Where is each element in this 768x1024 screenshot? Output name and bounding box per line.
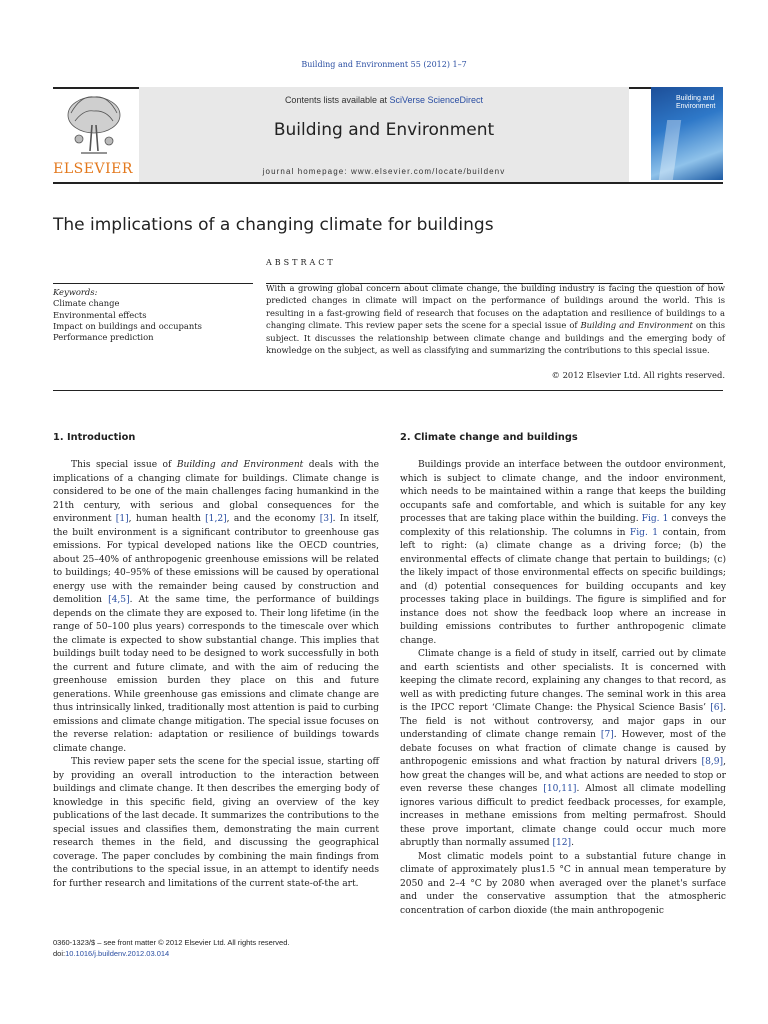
keywords-heading: Keywords: [53, 287, 98, 297]
keyword-item: Climate change [53, 298, 120, 309]
introduction-body [53, 459, 379, 891]
doi-link[interactable]: 10.1016/j.buildenv.2012.03.014 [65, 948, 170, 958]
keyword-item: Performance prediction [53, 332, 154, 343]
section-heading-climate-change: 2. Climate change and buildings [400, 432, 578, 443]
issn-line: 0360-1323/$ – see front matter © 2012 Elsevier Ltd. All rights reserved. [53, 938, 290, 947]
cover-title-line1: Building and [676, 95, 715, 102]
abstract-text-part1: With a growing global concern about climate change, the building industry is facing the question of how predicted changes in climate will impact on the performance of buildings around the world. This is resulting in a fast-growing field of research that focuses on the adaptation and resilience of buildings to a changing climate. This review paper sets the scene for a special issue of [266, 283, 725, 331]
climate-paragraph: Climate change is a field of study in itself, carried out by climate and earth scientists and other specialists. It is concerned with keeping the climate record, explaining any changes to that record, as well as with predicting future changes. The seminal work in this area is the IPCC report ‘Climate Change: the Physical Science Basis’ [6]. The field is not without controversy, and major gaps in our understanding of climate change remain [7]. However, most of the debate focuses on what fraction of climate change is caused by anthropogenic emissions and what fraction by natural drivers [8,9], how great the changes will be, and what actions are needed to stop or even reverse these changes [10,11]. Almost all climate modelling ignores various difficult to predict feedback processes, for example, increases in methane emissions from melting permafrost. Should these prove important, climate change could occur much more abruptly than normally assumed [12]. [400, 649, 726, 848]
journal-title: Building and Environment [273, 120, 495, 140]
abstract-journal-name: Building and Environment [580, 320, 693, 331]
reference-link[interactable]: [7] [600, 730, 614, 740]
article-title: The implications of a changing climate for buildings [53, 215, 494, 235]
abstract-text [266, 282, 725, 356]
keywords-rule [53, 283, 253, 284]
reference-link[interactable]: [12] [552, 838, 572, 848]
keyword-item: Impact on buildings and occupants [53, 320, 202, 331]
page-footer [53, 938, 290, 959]
journal-cover-image[interactable] [651, 87, 723, 180]
contents-prefix: Contents lists available at [284, 95, 390, 105]
intro-paragraph: This special issue of Building and Environment deals with the implications of a changing climate for buildings. Climate change is considered to be one of the main challenges facing humankind in the 21th century, with serious and global consequences for the environment [1], human health [1,2], and the economy [3]. In itself, the built environment is a significant contributor to greenhouse gas emissions. For typical developed nations like the OECD countries, about 25–40% of anthropogenic greenhouse emissions will be related to buildings; 40–95% of these emissions will be caused by operational energy use with the remainder being caused by construction and demolition [4,5]. At the same time, the performance of buildings depends on the climate they are exposed to. Their long lifetime (in the range of 50–100 plus years) corresponds to the timescale over which the climate is expected to show substantial change. This implies that buildings built today need to be designed to work successfully in both the current and future climate, and with the aim of reducing the greenhouse emission burden they place on this and future generations. While greenhouse gas emissions and climate change are thus intrinsically linked, traditionally most attention is paid to curbing emissions and climate change mitigation. The special issue focuses on the reverse relation: adaptation or resilience of buildings towards climate change. [53, 460, 379, 754]
reference-link[interactable]: [6] [710, 703, 724, 713]
climate-paragraph: Buildings provide an interface between the outdoor environment, which is subject to climate change, and the indoor environment, which needs to be maintained within a range that keeps the building occupants safe and comfortable, and which is suitable for any key processes that are taking place within the building. Fig. 1 conveys the complexity of this relationship. The columns in Fig. 1 contain, from left to right: (a) climate change as a driving force; (b) the environmental effects of climate change that pertain to buildings; (c) the likely impact of those environmental effects on specific buildings; and (d) potential consequences for building occupants and key processes taking place in buildings. The figure is simplified and for instance does not show the feedback loop where an increase in building emissions contributes to further anthropogenic climate change. [400, 460, 726, 646]
journal-homepage[interactable]: journal homepage: www.elsevier.com/locate/buildenv [262, 167, 506, 176]
section-heading-introduction: 1. Introduction [53, 432, 136, 443]
reference-link[interactable]: Fig. 1 [641, 514, 669, 524]
abstract-text-part2: on this subject. It discusses the relationship between climate change and buildings and the emerging body of knowledge on the subject, as well as classifying and summarizing the contributions to this special issue. [266, 320, 725, 356]
reference-link[interactable]: Fig. 1 [629, 527, 659, 538]
keyword-item: Environmental effects [53, 309, 147, 320]
journal-masthead [139, 87, 629, 182]
reference-link[interactable]: [1] [115, 514, 129, 524]
sciverse-sciencedirect-link[interactable]: SciVerse ScienceDirect [389, 95, 484, 105]
cover-title-line2: Environment [676, 103, 716, 110]
journal-citation[interactable]: Building and Environment 55 (2012) 1–7 [301, 60, 467, 69]
publisher-name: ELSEVIER [53, 161, 133, 177]
cover-building-graphic [659, 120, 681, 180]
reference-link[interactable]: [8,9] [701, 757, 724, 767]
intro-paragraph: This review paper sets the scene for the special issue, starting off by providing an overall introduction to the interaction between buildings and climate change. It then describes the emerging body of knowledge in this specific field, giving an overview of the key publications of the last decade. It summarizes the contributions to the special issues and classifies them, demonstrating the main current research themes in the field, and discussing the geographical coverage. The paper concludes by combining the main findings from the contributions to the special issue, in an attempt to identify needs for further research and limitations of the current state-of-the art. [53, 757, 379, 889]
doi-prefix: doi: [53, 948, 66, 958]
elsevier-logo[interactable] [53, 91, 133, 179]
journal-header [53, 87, 723, 182]
climate-paragraph: Most climatic models point to a substantial future change in climate of approximately plus1.5 °C in annual mean temperature by 2050 and 2–4 °C by 2080 when averaged over the planet's surface and under the conservative assumption that the atmospheric concentration of carbon dioxide (the main anthropogenic [400, 851, 726, 916]
climate-section-body [400, 459, 726, 918]
abstract-heading: ABSTRACT [266, 258, 336, 267]
abstract-copyright: © 2012 Elsevier Ltd. All rights reserved. [551, 370, 725, 380]
reference-link[interactable]: [4,5] [108, 595, 130, 605]
reference-link[interactable]: [10,11] [543, 784, 577, 794]
header-bottom-rule [53, 182, 723, 184]
reference-link[interactable]: [3] [319, 514, 333, 524]
cover-title [676, 95, 715, 111]
abstract-bottom-rule [53, 390, 723, 391]
doi-line [53, 949, 290, 960]
reference-link[interactable]: [1,2] [205, 514, 227, 524]
tree-logo-icon [61, 91, 127, 157]
contents-available-line [139, 95, 629, 105]
keywords-block [53, 287, 253, 343]
italic-text: Building and Environment [176, 460, 304, 470]
